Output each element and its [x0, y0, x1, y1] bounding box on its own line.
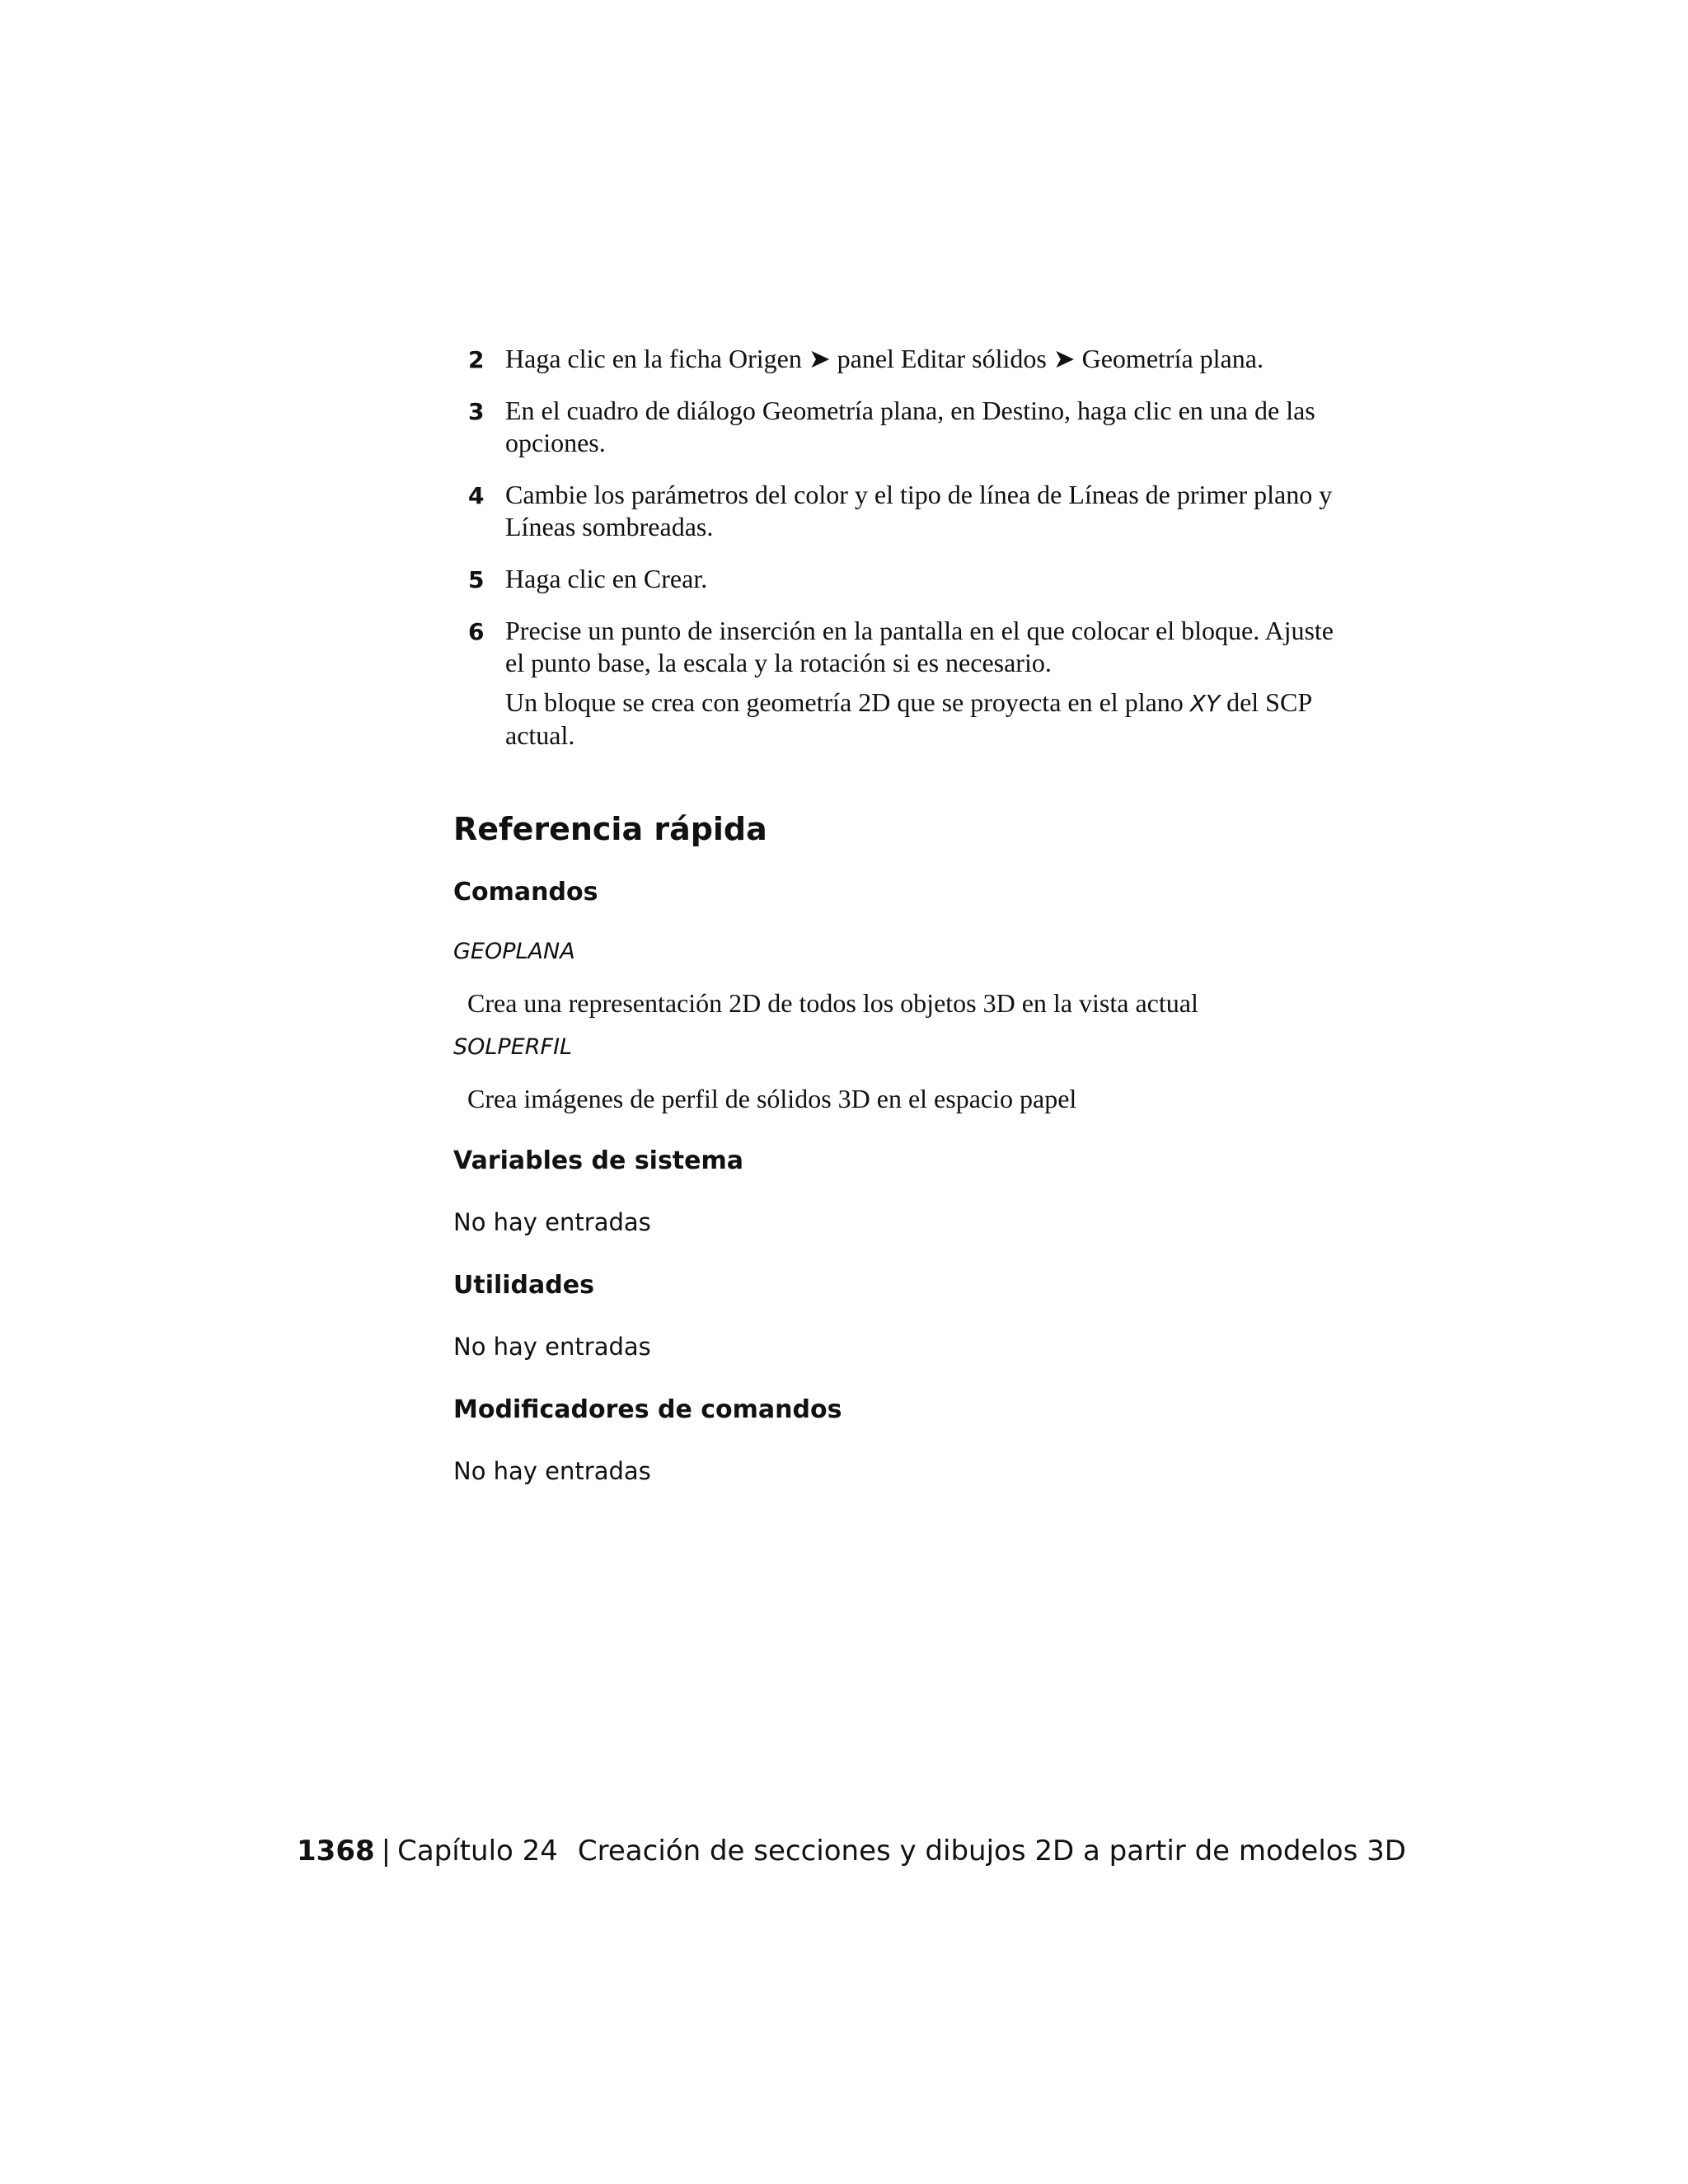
step-text: Haga clic en Crear. — [505, 564, 708, 593]
steps-list — [468, 343, 1342, 771]
step-item — [468, 615, 1342, 752]
chapter-label: Capítulo 24 — [397, 1835, 558, 1868]
arrow-icon: ➤ — [808, 344, 831, 373]
step-item — [468, 479, 1342, 543]
page-footer — [297, 1833, 1406, 1869]
commands-heading: Comandos — [453, 878, 598, 907]
step-text: Precise un punto de inserción en la pantalla en el que colocar el bloque. Ajuste el punto base, la escala y la rotación si es necesario. — [505, 616, 1334, 677]
step-number: 5 — [468, 566, 485, 593]
command-modifiers-value: No hay entradas — [453, 1457, 651, 1485]
step-text — [505, 343, 1342, 375]
command-link-geoplana[interactable]: GEOPLANA — [453, 939, 575, 964]
step-result-note — [505, 687, 1342, 752]
chapter-title: Creación de secciones y dibujos 2D a partir de modelos 3D — [577, 1835, 1406, 1868]
note-emphasis: XY — [1189, 690, 1221, 717]
step-item — [468, 395, 1342, 459]
utilities-value: No hay entradas — [453, 1333, 651, 1361]
step-text-part: panel Editar sólidos — [837, 344, 1047, 373]
arrow-icon: ➤ — [1053, 344, 1076, 373]
note-text: del SCP actual. — [505, 687, 1311, 750]
command-link-solperfil[interactable]: SOLPERFIL — [453, 1034, 573, 1060]
system-variables-heading: Variables de sistema — [453, 1146, 744, 1175]
step-text-part: Geometría plana. — [1081, 344, 1264, 373]
step-number: 6 — [468, 618, 485, 645]
footer-separator: | — [381, 1835, 392, 1868]
step-item — [468, 563, 1342, 595]
step-text: En el cuadro de diálogo Geometría plana, en Destino, haga clic en una de las opciones. — [505, 396, 1315, 457]
step-text-part: Haga clic en la ficha Origen — [505, 344, 802, 373]
system-variables-value: No hay entradas — [453, 1208, 651, 1236]
command-description: Crea una representación 2D de todos los objetos 3D en la vista actual — [467, 988, 1198, 1018]
step-number: 4 — [468, 482, 485, 509]
note-text: Un bloque se crea con geometría 2D que se proyecta en el plano — [505, 687, 1184, 717]
utilities-heading: Utilidades — [453, 1271, 594, 1300]
quick-reference-heading: Referencia rápida — [453, 811, 767, 847]
step-item — [468, 343, 1342, 375]
step-text: Cambie los parámetros del color y el tipo de línea de Líneas de primer plano y Líneas sombreadas. — [505, 480, 1333, 541]
step-number: 3 — [468, 398, 485, 425]
page-number: 1368 — [297, 1835, 375, 1868]
command-description: Crea imágenes de perfil de sólidos 3D en el espacio papel — [467, 1084, 1077, 1113]
step-number: 2 — [468, 346, 485, 373]
command-modifiers-heading: Modificadores de comandos — [453, 1395, 842, 1424]
